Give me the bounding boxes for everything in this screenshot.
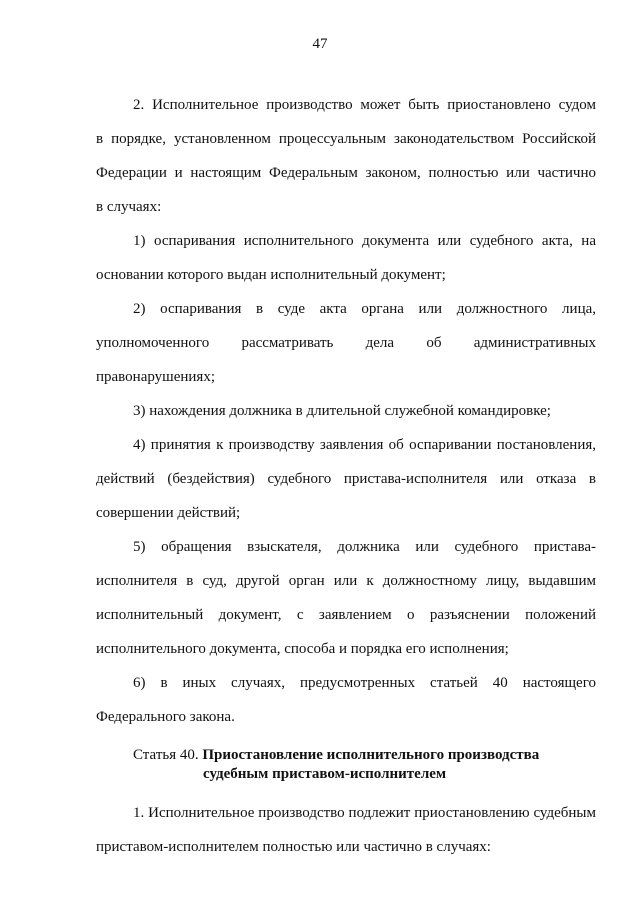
list-item-5 <box>96 530 596 666</box>
text-line: правонарушениях; <box>96 369 215 385</box>
text-line: основании которого выдан исполнительный документ; <box>96 267 446 283</box>
text-line: Федерации и настоящим Федеральным законом, полностью или частично <box>96 165 596 181</box>
text-line: 2. Исполнительное производство может быть приостановлено судом <box>133 97 596 113</box>
text-line: 2) оспаривания в суде акта органа или должностного лица, <box>133 301 596 317</box>
list-item-1 <box>96 224 596 292</box>
list-item-3 <box>96 394 596 428</box>
text-line: совершении действий; <box>96 505 241 521</box>
list-item-2 <box>96 292 596 394</box>
text-line: приставом-исполнителем полностью или частично в случаях: <box>96 839 491 855</box>
text-line: в порядке, установленном процессуальным законодательством Российской <box>96 131 596 147</box>
page-number: 47 <box>312 36 328 52</box>
text-line: исполнительный документ, с заявлением о разъяснении положений <box>96 607 596 623</box>
paragraph-2 <box>96 88 596 224</box>
document-body <box>96 88 596 864</box>
text-line: исполнителя в суд, другой орган или к должностному лицу, выдавшим <box>96 573 596 589</box>
text-line: 3) нахождения должника в длительной служебной командировке; <box>133 403 551 419</box>
text-line: 1. Исполнительное производство подлежит приостановлению судебным <box>133 805 596 821</box>
text-line: Федерального закона. <box>96 709 235 725</box>
text-line: в случаях: <box>96 199 162 215</box>
article-title-line-2: судебным приставом-исполнителем <box>203 766 447 782</box>
text-line: действий (бездействия) судебного пристава-исполнителя или отказа в <box>96 471 596 487</box>
text-line: 5) обращения взыскателя, должника или судебного пристава- <box>133 539 596 555</box>
text-line: уполномоченного рассматривать дела об административных <box>96 335 596 351</box>
text-line: 1) оспаривания исполнительного документа или судебного акта, на <box>133 233 596 249</box>
list-item-6 <box>96 666 596 734</box>
text-line: исполнительного документа, способа и порядка его исполнения; <box>96 641 509 657</box>
article-paragraph-1 <box>96 796 596 864</box>
text-line: 4) принятия к производству заявления об оспаривании постановления, <box>133 437 596 453</box>
article-title-line-1: Приостановление исполнительного производства <box>202 747 540 763</box>
list-item-4 <box>96 428 596 530</box>
text-line: 6) в иных случаях, предусмотренных статьей 40 настоящего <box>133 675 596 691</box>
article-heading <box>96 746 596 784</box>
article-label: Статья 40. <box>133 747 199 763</box>
